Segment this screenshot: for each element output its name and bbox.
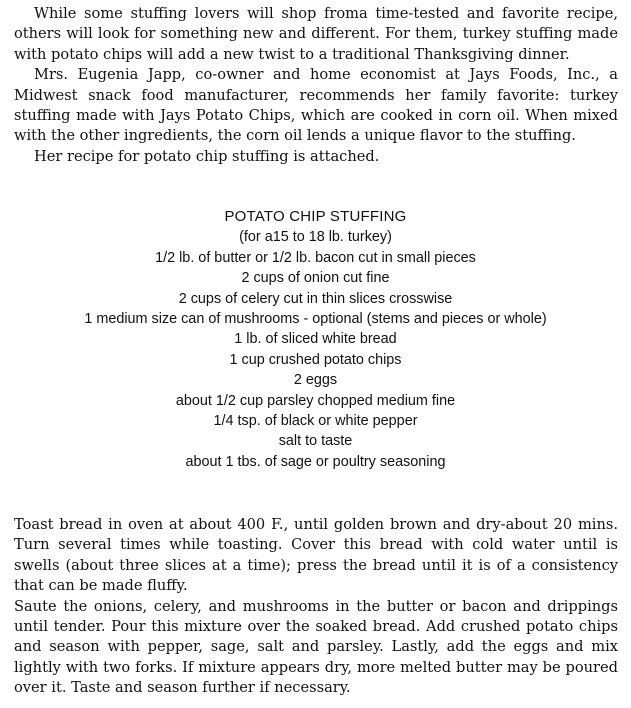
ingredient-line: 1 medium size can of mushrooms - optional (stems and pieces or whole)	[84, 311, 547, 328]
directions-paragraph: Toast bread in oven at about 400 F., until golden brown and dry-about 20 mins. Turn several times while toasting. Cover this bread with cold water until is swells (about three slices at a time); press the bread until it is of a consistency that can be made fluffy.	[14, 516, 618, 595]
ingredient-line: 1/2 lb. of butter or 1/2 lb. bacon cut in small pieces	[155, 249, 476, 266]
ingredient-line: salt to taste	[278, 433, 353, 450]
ingredient-line: 1 lb. of sliced white bread	[234, 331, 397, 348]
ingredient-line: 2 cups of celery cut in thin slices crosswise	[178, 290, 453, 307]
ingredient-line: about 1/2 cup parsley chopped medium fine	[175, 392, 456, 409]
recipe-section	[0, 207, 631, 472]
intro-paragraph: Mrs. Eugenia Japp, co-owner and home economist at Jays Foods, Inc., a Midwest snack food manufacturer, recommends her family favorite: turkey stuffing made with Jays Potato Chips, which are cooked in corn oil. When mixed with the other ingredients, the corn oil lends a unique flavor to the stuffing.	[14, 66, 618, 145]
directions-paragraph: Saute the onions, celery, and mushrooms in the butter or bacon and drippings until tender. Pour this mixture over the soaked bread. Add crushed potato chips and season with pepper, sage, salt and parsley. Lastly, add the eggs and mix lightly with two forks. If mixture appears dry, more melted butter may be poured over it. Taste and season further if necessary.	[14, 597, 618, 697]
ingredient-line: 2 eggs	[293, 372, 338, 389]
intro-section	[14, 4, 618, 167]
recipe-title: POTATO CHIP STUFFING	[224, 208, 407, 225]
ingredient-line: 1/4 tsp. of black or white pepper	[213, 413, 418, 430]
ingredient-line: 1 cup crushed potato chips	[229, 351, 402, 368]
intro-paragraph: While some stuffing lovers will shop froma time-tested and favorite recipe, others will look for something new and different. For them, turkey stuffing made with potato chips will add a new twist to a traditional Thanksgiving dinner.	[14, 5, 618, 63]
ingredient-line: 2 cups of onion cut fine	[241, 270, 390, 287]
recipe-subtitle: (for a15 to 18 lb. turkey)	[239, 229, 392, 246]
directions-section	[14, 515, 618, 699]
ingredient-line: about 1 tbs. of sage or poultry seasoning	[185, 453, 446, 470]
intro-paragraph: Her recipe for potato chip stuffing is attached.	[34, 147, 380, 165]
